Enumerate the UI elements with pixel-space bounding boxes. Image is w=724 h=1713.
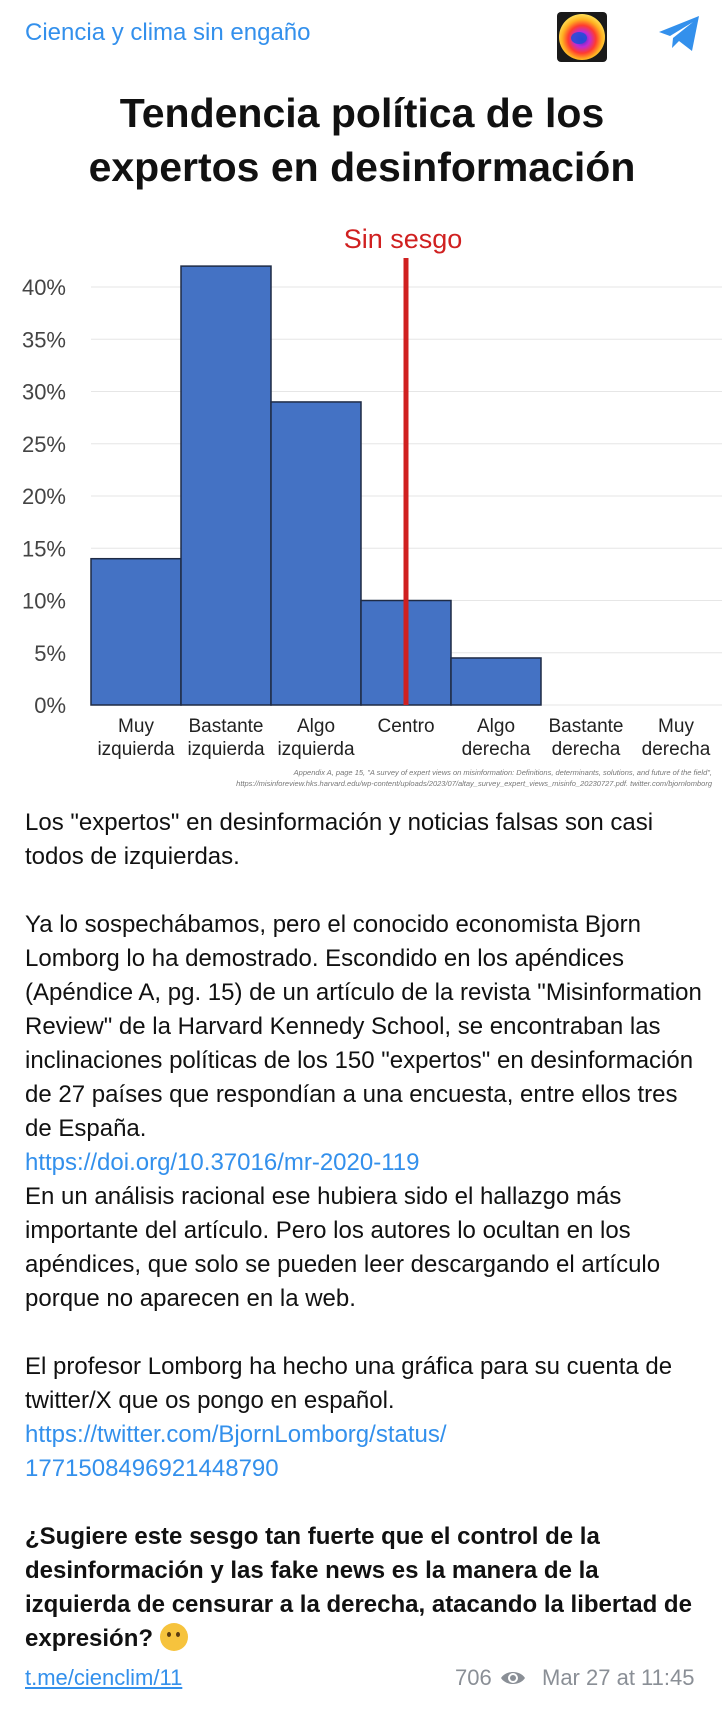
paragraph-analysis: En un análisis racional ese hubiera sido el hallazgo más importante del artículo. Pero los autores lo ocultan en los apéndices, que solo se pueden leer descargando el artículo porque no aparecen en la web. xyxy=(25,1183,661,1312)
y-tick-label: 15% xyxy=(21,536,66,562)
x-tick-label: Muy xyxy=(118,716,154,737)
y-tick-label: 35% xyxy=(21,327,66,353)
chart-title xyxy=(0,86,724,194)
chart-title-line-2: expertos en desinformación xyxy=(88,144,636,190)
twitter-link-line-2: 1771508496921448790 xyxy=(25,1455,279,1482)
no-bias-label: Sin sesgo xyxy=(343,224,463,254)
x-tick-label: derecha xyxy=(641,739,711,760)
y-tick-label: 25% xyxy=(21,431,66,457)
x-tick-label: Bastante xyxy=(188,716,264,737)
paragraph-lomborg: Ya lo sospechábamos, pero el conocido economista Bjorn Lomborg lo ha demostrado. Escondido en los apéndices (Apéndice A, pg. 15) de un artículo de la revista "Misinformation Review" de la Harvard Kennedy School, se encontraban las inclinaciones políticas de los 150 "expertos" en desinformación de 27 países que respondían a una encuesta, entre ellos tres de España. xyxy=(25,911,702,1142)
channel-name[interactable]: Ciencia y clima sin engaño xyxy=(25,19,311,46)
paragraph-graphic: El profesor Lomborg ha hecho una gráfica para su cuenta de twitter/X que os pongo en español. xyxy=(25,1353,673,1414)
x-tick-label: Algo xyxy=(296,716,336,737)
y-tick-label: 20% xyxy=(21,484,66,509)
post-text xyxy=(25,806,705,1656)
paragraph-question xyxy=(25,1520,705,1656)
x-tick-label: Muy xyxy=(658,716,694,737)
views-count: 706 xyxy=(455,1665,492,1690)
x-tick-label: Algo xyxy=(476,716,516,737)
twitter-link[interactable] xyxy=(25,1418,705,1486)
x-tick-label: izquierda xyxy=(97,739,175,760)
x-tick-label: izquierda xyxy=(187,739,265,760)
bar xyxy=(181,266,271,705)
post-header xyxy=(0,0,724,70)
bar xyxy=(271,402,361,705)
doi-link[interactable]: https://doi.org/10.37016/mr-2020-119 xyxy=(25,1149,420,1176)
y-tick-label: 0% xyxy=(34,693,66,718)
paragraph-intro: Los "expertos" en desinformación y noticias falsas son casi todos de izquierdas. xyxy=(25,809,654,870)
source-note-line-1: Appendix A, page 15, "A survey of expert views on misinformation: Definitions, determinants, solutions, and future of the field", xyxy=(293,768,712,777)
source-note-line-2: https://misinforeview.hks.harvard.edu/wp-content/uploads/2023/07/altay_survey_expert_views_misinfo_20230727.pdf. twitter.com/bjornlomborg xyxy=(236,779,712,788)
y-tick-label: 30% xyxy=(21,379,66,405)
post-date: Mar 27 at 11:45 xyxy=(542,1665,695,1690)
x-tick-label: Bastante xyxy=(548,716,624,737)
post-image-chart[interactable] xyxy=(0,72,724,798)
chart-title-line-1: Tendencia política de los xyxy=(119,90,605,136)
telegram-icon[interactable] xyxy=(657,14,703,54)
x-tick-label: izquierda xyxy=(277,739,355,760)
bar xyxy=(451,658,541,705)
x-tick-label: Centro xyxy=(377,716,435,737)
post-link[interactable]: t.me/cienclim/11 xyxy=(25,1665,183,1690)
bar xyxy=(91,559,181,705)
y-tick-label: 10% xyxy=(21,588,66,614)
globe-heatmap-icon[interactable] xyxy=(557,12,607,62)
y-tick-label: 40% xyxy=(21,275,66,300)
y-tick-label: 5% xyxy=(34,640,66,666)
x-tick-label: derecha xyxy=(551,739,621,760)
twitter-link-line-1: https://twitter.com/BjornLomborg/status/ xyxy=(25,1421,447,1448)
x-tick-label: derecha xyxy=(461,739,531,760)
question-text: ¿Sugiere este sesgo tan fuerte que el control de la desinformación y las fake news es la manera de la izquierda de censurar a la derecha, atacando la libertad de expresión? xyxy=(25,1523,692,1652)
eye-icon xyxy=(500,1668,526,1688)
thinking-face-icon xyxy=(160,1623,188,1651)
